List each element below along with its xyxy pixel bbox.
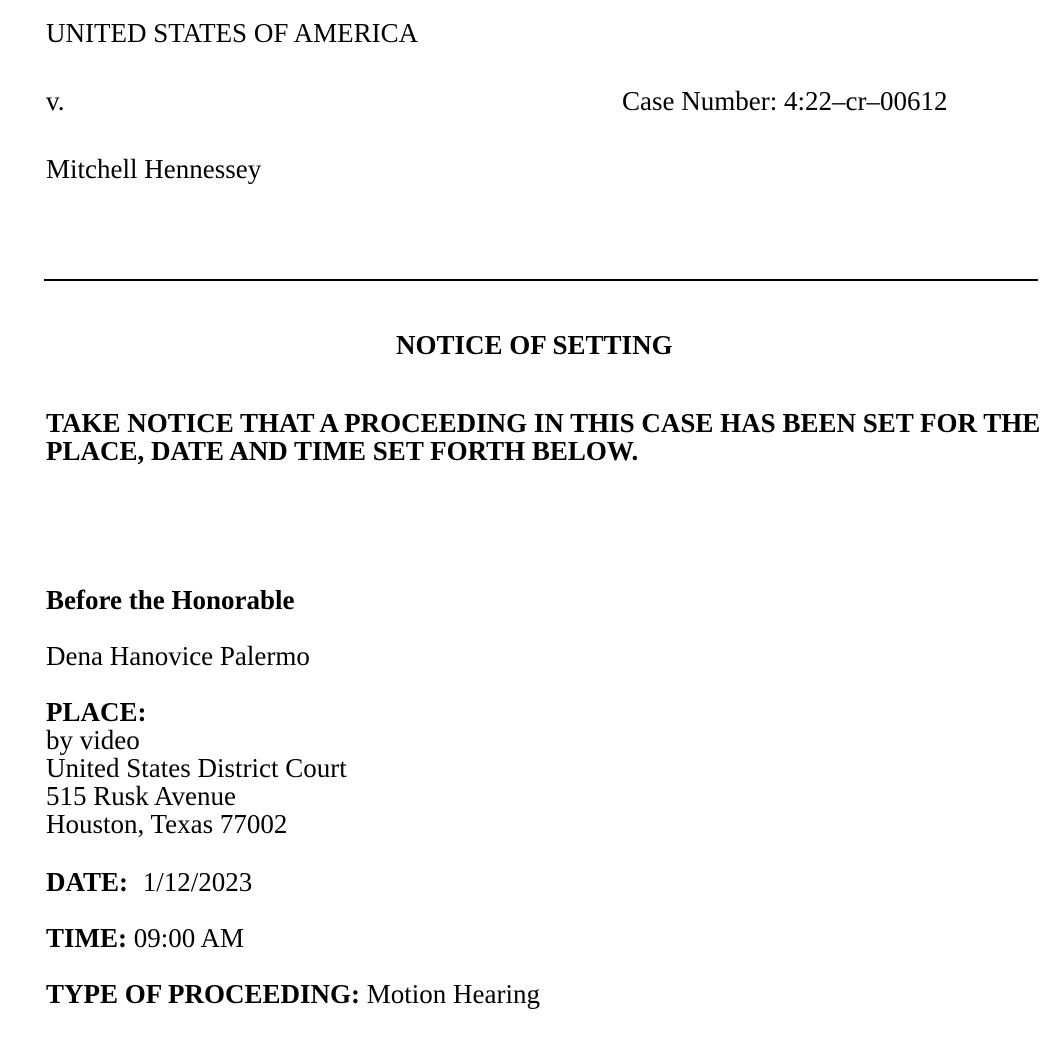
place-line: 515 Rusk Avenue	[46, 781, 236, 811]
case-number-value: 4:22–cr–00612	[783, 86, 948, 116]
time-value: 09:00 AM	[133, 923, 245, 953]
judge-name: Dena Hanovice Palermo	[46, 641, 310, 671]
date-label: DATE:	[46, 867, 129, 897]
case-number-label: Case Number:	[622, 86, 778, 116]
proceeding-label: TYPE OF PROCEEDING:	[46, 979, 361, 1009]
place-address	[46, 726, 347, 838]
proceeding-value: Motion Hearing	[366, 979, 540, 1009]
place-line: Houston, Texas 77002	[46, 809, 288, 839]
notice-paragraph: TAKE NOTICE THAT A PROCEEDING IN THIS CASE HAS BEEN SET FOR THE PLACE, DATE AND TIME SET FORTH BELOW.	[46, 408, 1041, 466]
time-row	[46, 925, 244, 952]
date-value: 1/12/2023	[142, 867, 253, 897]
time-label: TIME:	[46, 923, 127, 953]
place-label: PLACE:	[46, 697, 147, 727]
versus-label: v.	[46, 86, 65, 116]
date-row	[46, 869, 252, 896]
case-number	[622, 88, 947, 115]
document-title: NOTICE OF SETTING	[396, 330, 673, 360]
caption-divider	[44, 279, 1038, 281]
defendant-name: Mitchell Hennessey	[46, 154, 262, 184]
place-line: United States District Court	[46, 753, 347, 783]
proceeding-row	[46, 981, 540, 1008]
judge-label: Before the Honorable	[46, 585, 295, 615]
place-line: by video	[46, 725, 140, 755]
plaintiff-name: UNITED STATES OF AMERICA	[46, 18, 419, 48]
